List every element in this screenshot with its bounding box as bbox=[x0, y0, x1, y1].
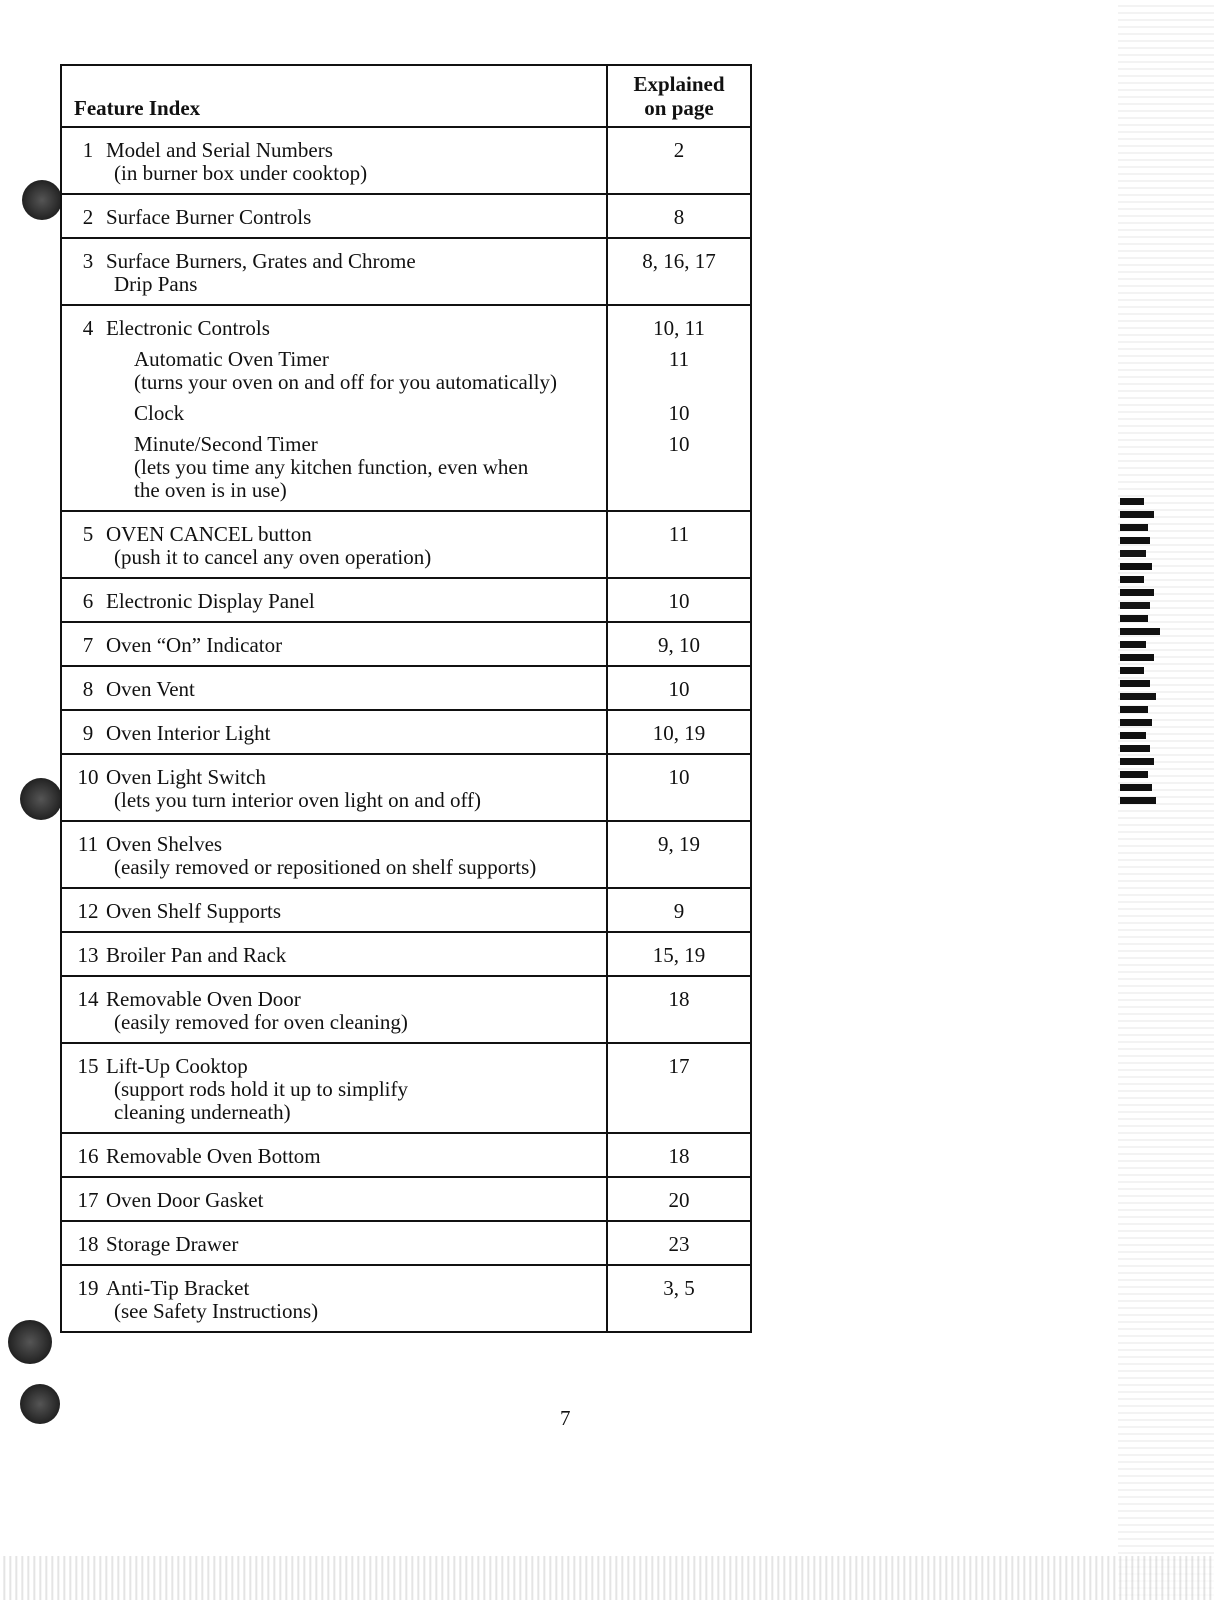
page-ref-cell: 10 bbox=[607, 578, 751, 622]
feature-cell bbox=[61, 666, 607, 710]
feature-note: (easily removed or repositioned on shelf supports) bbox=[114, 855, 537, 879]
feature-number: 16 bbox=[77, 1144, 99, 1168]
table-row bbox=[61, 888, 751, 932]
table-row bbox=[61, 932, 751, 976]
page-ref-cell bbox=[607, 305, 751, 511]
feature-number: 18 bbox=[77, 1232, 99, 1256]
feature-number: 7 bbox=[82, 633, 94, 657]
feature-cell bbox=[61, 1043, 607, 1133]
feature-cell bbox=[61, 888, 607, 932]
feature-label: Removable Oven Door bbox=[106, 987, 301, 1011]
feature-note: (support rods hold it up to simplify bbox=[114, 1077, 408, 1101]
feature-number: 19 bbox=[77, 1276, 99, 1300]
page-ref: 10 bbox=[668, 401, 690, 425]
feature-cell bbox=[61, 821, 607, 888]
feature-number: 5 bbox=[82, 522, 94, 546]
feature-cell bbox=[61, 932, 607, 976]
table-row bbox=[61, 622, 751, 666]
page-ref-cell: 9, 10 bbox=[607, 622, 751, 666]
page-ref-cell: 10 bbox=[607, 754, 751, 821]
page-ref-cell: 8 bbox=[607, 194, 751, 238]
feature-cell bbox=[61, 1133, 607, 1177]
page-ref: 10 bbox=[668, 432, 690, 456]
feature-label: Model and Serial Numbers bbox=[106, 138, 333, 162]
feature-note: (lets you turn interior oven light on and off) bbox=[114, 788, 482, 812]
feature-number: 4 bbox=[82, 316, 94, 340]
sub-feature-note: the oven is in use) bbox=[134, 478, 287, 502]
page-ref-cell: 2 bbox=[607, 127, 751, 194]
feature-note: (push it to cancel any oven operation) bbox=[114, 545, 432, 569]
page-ref-cell: 10, 19 bbox=[607, 710, 751, 754]
feature-index-heading: Feature Index bbox=[61, 65, 607, 127]
table-row bbox=[61, 666, 751, 710]
page-ref: 10, 11 bbox=[653, 316, 705, 340]
feature-note: (in burner box under cooktop) bbox=[114, 161, 368, 185]
feature-number: 12 bbox=[77, 899, 99, 923]
feature-label: OVEN CANCEL button bbox=[106, 522, 312, 546]
feature-number: 11 bbox=[77, 832, 99, 856]
binder-hole-1 bbox=[22, 180, 62, 220]
feature-number: 9 bbox=[82, 721, 94, 745]
feature-cell bbox=[61, 976, 607, 1043]
binder-hole-2 bbox=[20, 778, 62, 820]
feature-label: Storage Drawer bbox=[106, 1232, 239, 1256]
feature-label: Oven Door Gasket bbox=[106, 1188, 264, 1212]
feature-cell bbox=[61, 305, 607, 511]
feature-cell bbox=[61, 1265, 607, 1332]
page-ref-cell: 20 bbox=[607, 1177, 751, 1221]
table-row bbox=[61, 238, 751, 305]
table-row bbox=[61, 194, 751, 238]
table-row bbox=[61, 1177, 751, 1221]
binder-hole-3 bbox=[8, 1320, 52, 1364]
feature-label: Electronic Display Panel bbox=[106, 589, 315, 613]
explained-on-page-heading bbox=[607, 65, 751, 127]
feature-index-table bbox=[60, 64, 752, 1333]
feature-note: Drip Pans bbox=[114, 272, 198, 296]
scan-margin-marks bbox=[1120, 498, 1170, 810]
feature-cell bbox=[61, 238, 607, 305]
binder-hole-4 bbox=[20, 1384, 60, 1424]
feature-label: Electronic Controls bbox=[106, 316, 270, 340]
page-ref-cell: 9, 19 bbox=[607, 821, 751, 888]
page-heading-line2: on page bbox=[644, 96, 714, 120]
page-ref: 11 bbox=[668, 347, 690, 371]
feature-cell bbox=[61, 1177, 607, 1221]
feature-number: 8 bbox=[82, 677, 94, 701]
feature-number: 10 bbox=[77, 765, 99, 789]
page-ref-cell: 18 bbox=[607, 976, 751, 1043]
feature-note: cleaning underneath) bbox=[114, 1100, 291, 1124]
table-row bbox=[61, 578, 751, 622]
feature-number: 17 bbox=[77, 1188, 99, 1212]
table-row bbox=[61, 127, 751, 194]
feature-label: Removable Oven Bottom bbox=[106, 1144, 321, 1168]
table-header-row bbox=[61, 65, 751, 127]
feature-label: Oven “On” Indicator bbox=[106, 633, 283, 657]
feature-cell bbox=[61, 1221, 607, 1265]
feature-number: 6 bbox=[82, 589, 94, 613]
scan-bottom-noise bbox=[0, 1556, 1214, 1600]
table-row bbox=[61, 754, 751, 821]
page-heading-line1: Explained bbox=[633, 72, 725, 96]
feature-cell bbox=[61, 194, 607, 238]
table-row bbox=[61, 1265, 751, 1332]
table-row bbox=[61, 305, 751, 511]
table-row bbox=[61, 1043, 751, 1133]
feature-label: Oven Shelves bbox=[106, 832, 223, 856]
page-ref-cell: 23 bbox=[607, 1221, 751, 1265]
table-row bbox=[61, 511, 751, 578]
feature-label: Broiler Pan and Rack bbox=[106, 943, 287, 967]
page-ref-cell: 3, 5 bbox=[607, 1265, 751, 1332]
sub-feature-label: Minute/Second Timer bbox=[134, 432, 318, 456]
table-row bbox=[61, 976, 751, 1043]
feature-cell bbox=[61, 511, 607, 578]
feature-cell bbox=[61, 127, 607, 194]
page-number: 7 bbox=[560, 1406, 571, 1430]
feature-cell bbox=[61, 710, 607, 754]
feature-cell bbox=[61, 622, 607, 666]
feature-number: 13 bbox=[77, 943, 99, 967]
feature-number: 14 bbox=[77, 987, 99, 1011]
page-ref-cell: 15, 19 bbox=[607, 932, 751, 976]
page-ref-cell: 17 bbox=[607, 1043, 751, 1133]
feature-label: Surface Burner Controls bbox=[106, 205, 312, 229]
feature-label: Oven Vent bbox=[106, 677, 195, 701]
feature-note: (see Safety Instructions) bbox=[114, 1299, 319, 1323]
sub-feature-label: Clock bbox=[134, 401, 185, 425]
table-row bbox=[61, 710, 751, 754]
feature-number: 3 bbox=[82, 249, 94, 273]
feature-label: Oven Shelf Supports bbox=[106, 899, 281, 923]
feature-number: 15 bbox=[77, 1054, 99, 1078]
sub-feature-label: Automatic Oven Timer bbox=[134, 347, 329, 371]
sub-feature-note: (lets you time any kitchen function, even when bbox=[134, 455, 529, 479]
table-row bbox=[61, 1221, 751, 1265]
feature-label: Oven Light Switch bbox=[106, 765, 266, 789]
table-row bbox=[61, 821, 751, 888]
sub-feature-note: (turns your oven on and off for you automatically) bbox=[134, 370, 558, 394]
feature-label: Surface Burners, Grates and Chrome bbox=[106, 249, 416, 273]
page-ref-cell: 8, 16, 17 bbox=[607, 238, 751, 305]
feature-label: Lift-Up Cooktop bbox=[106, 1054, 248, 1078]
page-ref-cell: 9 bbox=[607, 888, 751, 932]
feature-number: 1 bbox=[82, 138, 94, 162]
page-ref-cell: 18 bbox=[607, 1133, 751, 1177]
page-ref-cell: 10 bbox=[607, 666, 751, 710]
feature-note: (easily removed for oven cleaning) bbox=[114, 1010, 408, 1034]
feature-number: 2 bbox=[82, 205, 94, 229]
feature-label: Oven Interior Light bbox=[106, 721, 271, 745]
table-row bbox=[61, 1133, 751, 1177]
page-ref-cell: 11 bbox=[607, 511, 751, 578]
feature-cell bbox=[61, 754, 607, 821]
feature-label: Anti-Tip Bracket bbox=[106, 1276, 250, 1300]
feature-cell bbox=[61, 578, 607, 622]
